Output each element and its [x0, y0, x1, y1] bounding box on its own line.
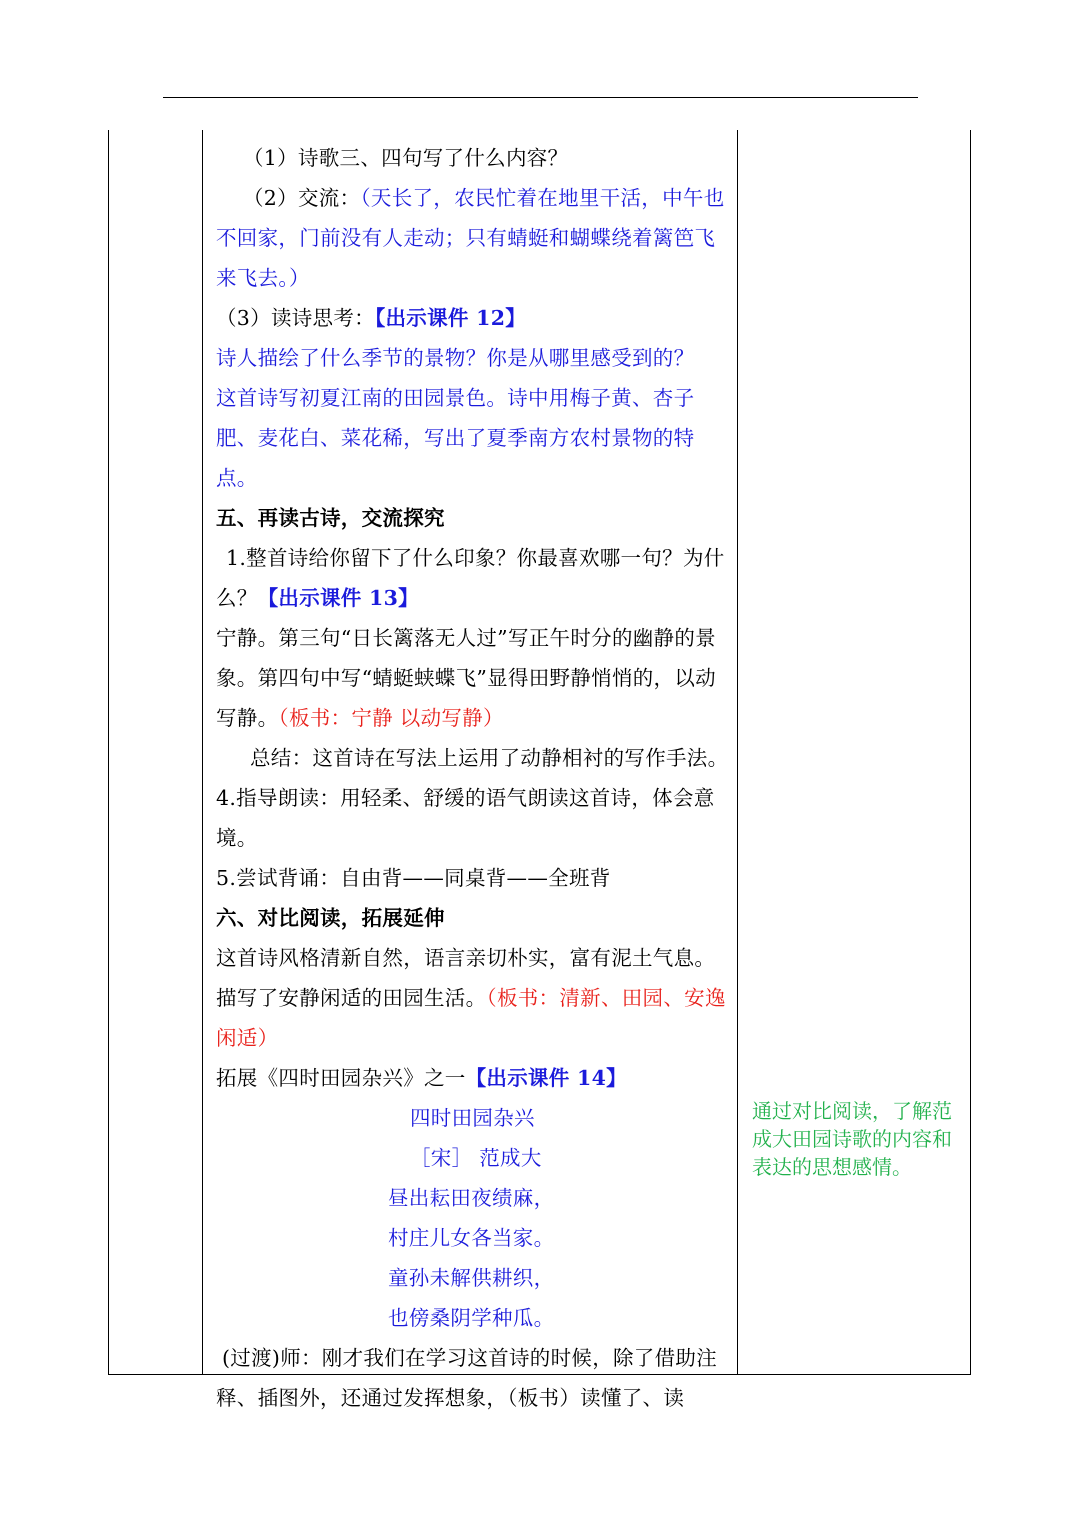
content-text: 也傍桑阴学种瓜。: [388, 1306, 555, 1330]
content-text: 四时田园杂兴: [410, 1106, 535, 1130]
content-line: [216, 1338, 734, 1418]
content-text: （天长了，农民忙着在地里干活，中午也不回家，门前没有人走动；只有蜻蜓和蝴蝶绕着篱笆飞来飞去。）: [216, 186, 725, 290]
content-text: 【出示课件 13】: [257, 586, 419, 610]
content-line: [216, 738, 734, 778]
content-line: [216, 298, 734, 338]
content-text: （1）诗歌三、四句写了什么内容？: [243, 146, 569, 170]
content-line: [216, 778, 734, 858]
design-note: [752, 1097, 968, 1181]
content-line: [216, 618, 734, 738]
content-text: (过渡)师：刚才我们在学习这首诗的时候，除了借助注释、插图外，还通过发挥想象，（板书）读懂了、读: [216, 1346, 717, 1410]
content-line: [216, 1218, 734, 1258]
content-text: ［宋］ 范成大: [410, 1146, 542, 1170]
table-column-divider-1: [202, 130, 203, 1375]
content-text: 【出示课件 12】: [374, 306, 527, 330]
content-text: 总结：这首诗在写法上运用了动静相衬的写作手法。: [250, 746, 729, 770]
content-line: [216, 898, 734, 938]
content-line: [216, 1138, 734, 1178]
content-text: 五、再读古诗，交流探究: [216, 506, 445, 530]
header-rule: [163, 97, 918, 98]
content-text: （板书：清新、田园、安逸闲适）: [216, 986, 726, 1050]
content-text: （3）读诗思考：: [216, 306, 375, 330]
content-line: [216, 1058, 734, 1098]
content-text: 5.尝试背诵：自由背——同桌背——全班背: [216, 866, 611, 890]
lesson-content: [216, 138, 734, 1418]
content-line: [216, 1258, 734, 1298]
content-text: （板书：宁静 以动写静）: [278, 706, 504, 730]
content-text: 昼出耘田夜绩麻，: [388, 1186, 555, 1210]
content-line: [216, 938, 734, 1058]
content-text: 宁静。第三句“日长篱落无人过”写正午时分的幽静的景象。第四句中写“蜻蜓蛱蝶飞”显得田野静悄悄的，以动写静。: [216, 626, 716, 730]
table-border-right: [970, 130, 971, 1375]
content-line: [216, 138, 734, 178]
table-border-left: [108, 130, 109, 1375]
content-text: 童孙未解供耕织，: [388, 1266, 555, 1290]
content-text: 这首诗风格清新自然，语言亲切朴实，富有泥土气息。描写了安静闲适的田园生活。: [216, 946, 716, 1010]
content-text: 1.整首诗给你留下了什么印象？你最喜欢哪一句？为什么？: [216, 546, 725, 610]
content-line: [216, 858, 734, 898]
content-text: 【出示课件 14】: [465, 1066, 627, 1090]
content-line: [216, 538, 734, 618]
content-text: 六、对比阅读，拓展延伸: [216, 906, 445, 930]
content-text: 村庄儿女各当家。: [388, 1226, 555, 1250]
content-line: [216, 1098, 734, 1138]
content-text: 4.指导朗读：用轻柔、舒缓的语气朗读这首诗，体会意境。: [216, 786, 715, 850]
content-line: [216, 378, 734, 498]
design-note-text: 通过对比阅读，了解范成大田园诗歌的内容和表达的思想感情。: [752, 1099, 952, 1179]
content-line: [216, 338, 734, 378]
content-line: [216, 1178, 734, 1218]
content-line: [216, 498, 734, 538]
content-text: 诗人描绘了什么季节的景物？你是从哪里感受到的？: [216, 346, 695, 370]
content-text: 这首诗写初夏江南的田园景色。诗中用梅子黄、杏子肥、麦花白、菜花稀，写出了夏季南方农村景物的特点。: [216, 386, 695, 490]
table-column-divider-2: [737, 130, 738, 1375]
content-line: [216, 178, 734, 298]
content-text: 拓展《四时田园杂兴》之一: [216, 1066, 466, 1090]
content-line: [216, 1298, 734, 1338]
content-text: （2）交流：: [243, 186, 361, 210]
